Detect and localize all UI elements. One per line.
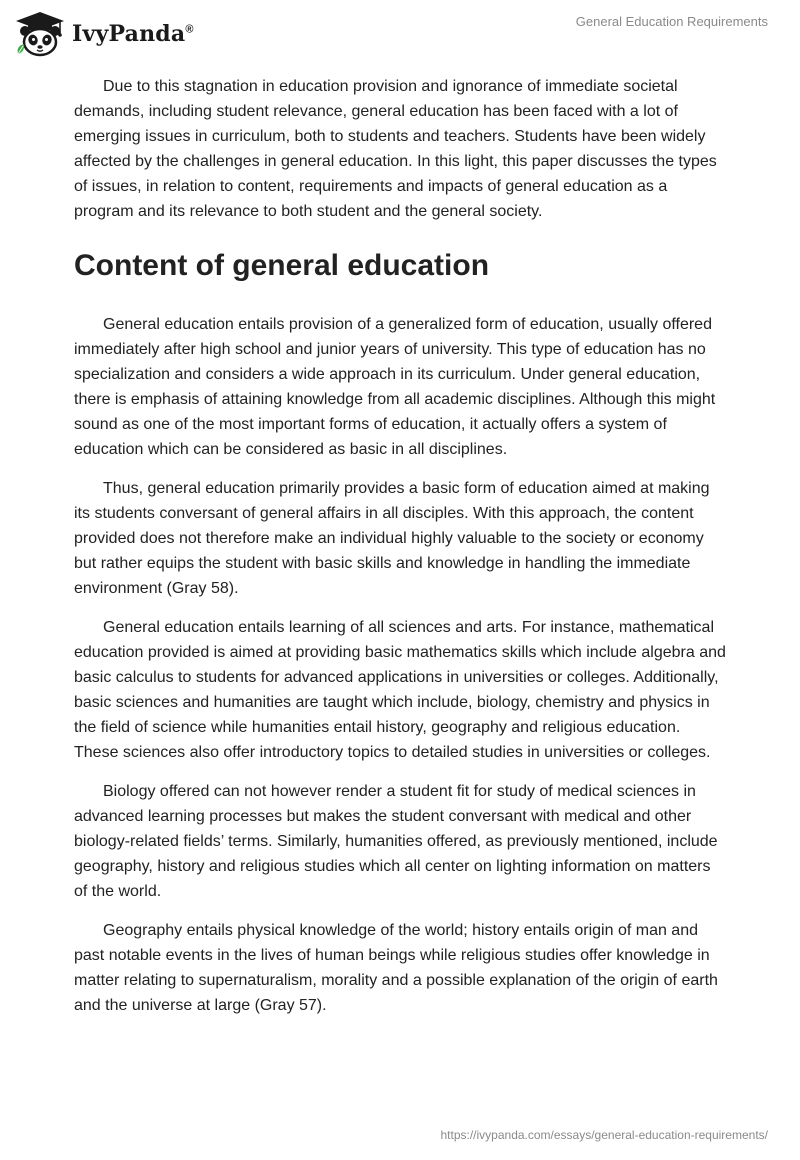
panda-graduate-icon bbox=[14, 10, 66, 58]
paragraph: General education entails learning of all sciences and arts. For instance, mathematical education provided is aimed at providing basic mathematics skills which include algebra and basic calculus to students for advanced applications in universities or colleges. Additionally, basic sciences and humanities are taught which include, biology, chemistry and physics in the field of science while humanities entail history, geography and religious education. These sciences also offer introductory topics to detailed studies in universities or colleges. bbox=[74, 619, 726, 761]
paragraph: General education entails provision of a generalized form of education, usually offered immediately after high school and junior years of university. This type of education has no specialization and considers a wide approach in its curriculum. Under general education, there is emphasis of attaining knowledge from all academic disciplines. Although this might sound as one of the most important forms of education, it actually offers a system of education which can be considered as basic in all disciplines. bbox=[74, 316, 716, 458]
registered-mark: ® bbox=[185, 23, 194, 36]
source-url-link[interactable]: https://ivypanda.com/essays/general-education-requirements/ bbox=[440, 1128, 768, 1142]
section-heading: Content of general education bbox=[74, 249, 490, 282]
brand-name: IvyPanda® bbox=[72, 21, 194, 47]
article-body bbox=[74, 74, 728, 1032]
paragraph: Geography entails physical knowledge of the world; history entails origin of man and past notable events in the lives of human beings while religious studies offer knowledge in matter relating to supernaturalism, morality and a possible explanation of the origin of earth and the universe at large (Gray 57). bbox=[74, 922, 718, 1014]
page-header bbox=[0, 0, 800, 70]
paragraph: Biology offered can not however render a student fit for study of medical sciences in advanced learning processes but makes the student conversant with medical and other biology-related fields’ terms. Similarly, humanities offered, as previously mentioned, include geography, history and religious studies which all center on lighting information on matters of the world. bbox=[74, 783, 718, 900]
intro-paragraph: Due to this stagnation in education provision and ignorance of immediate societal demands, including student relevance, general education has been faced with a lot of emerging issues in curriculum, both to students and teachers. Students have been widely affected by the challenges in general education. In this light, this paper discusses the types of issues, in relation to content, requirements and impacts of general education as a program and its relevance to both student and the general society. bbox=[74, 78, 717, 220]
document-title: General Education Requirements bbox=[575, 14, 768, 29]
ivypanda-logo[interactable] bbox=[14, 10, 194, 58]
paragraph: Thus, general education primarily provides a basic form of education aimed at making its students conversant of general affairs in all disciples. With this approach, the content provided does not therefore make an individual highly valuable to the society or economy but rather equips the student with basic skills and knowledge in handling the immediate environment (Gray 58). bbox=[74, 480, 710, 597]
